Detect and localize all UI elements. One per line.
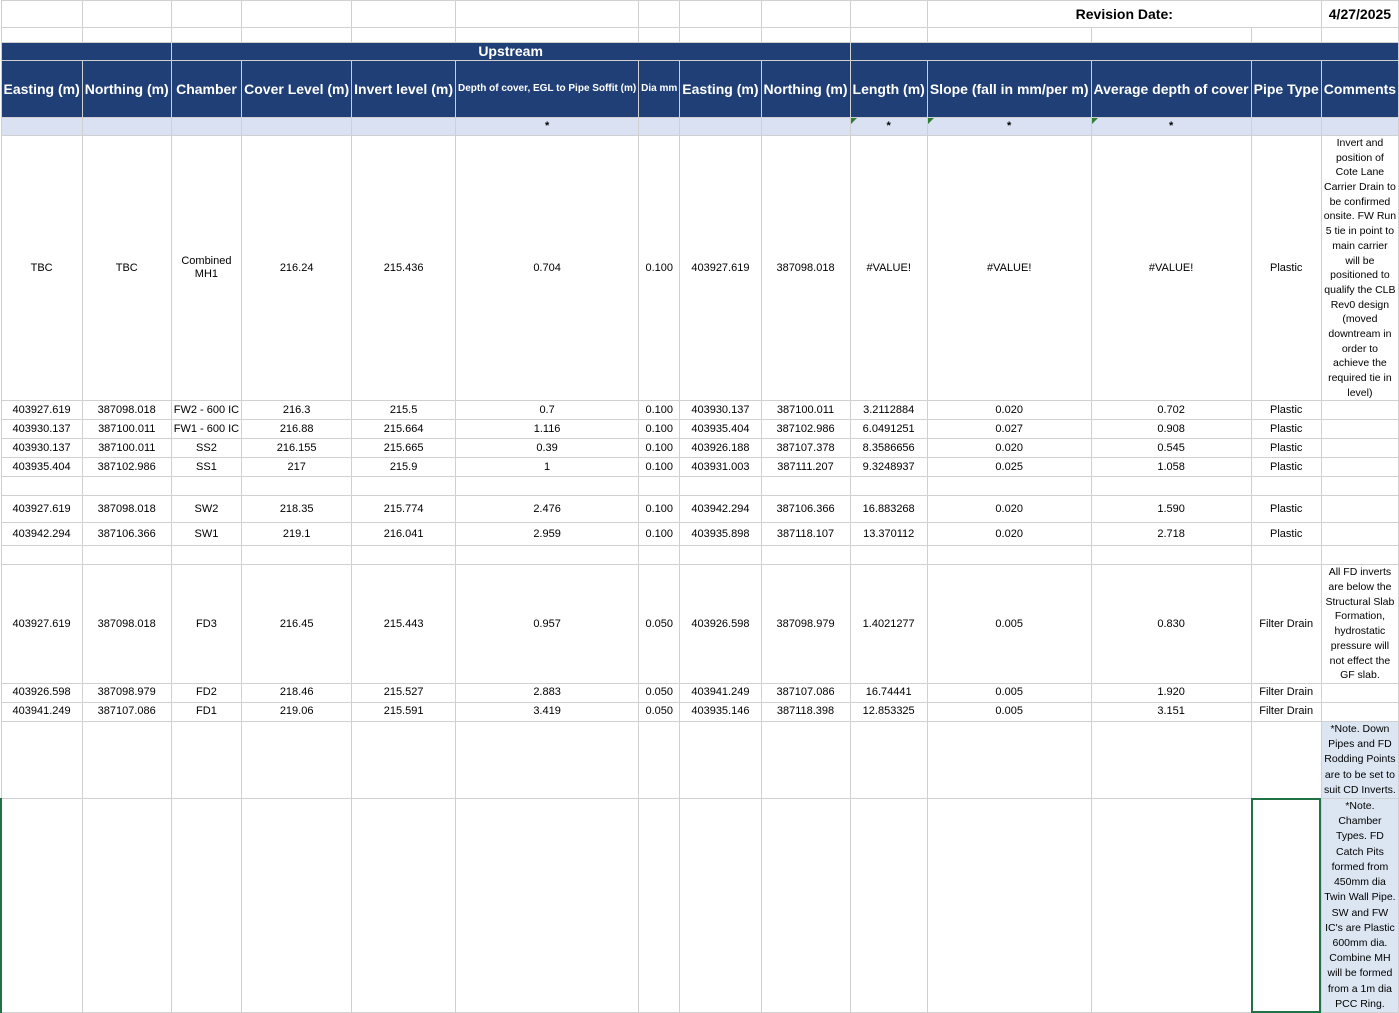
- table-row: [1, 401, 1399, 420]
- cell-length[interactable]: 8.3586656: [850, 439, 927, 458]
- cell-depth[interactable]: 3.419: [456, 702, 639, 721]
- cell-ds-easting[interactable]: 403931.003: [680, 458, 761, 477]
- cell-invert-level[interactable]: 215.591: [352, 702, 456, 721]
- cell-pipe-type[interactable]: Filter Drain: [1251, 565, 1321, 684]
- cell-depth[interactable]: 1: [456, 458, 639, 477]
- cell-cover-level[interactable]: 216.24: [242, 136, 352, 401]
- cell[interactable]: [1, 721, 82, 798]
- marker-cell[interactable]: [1091, 118, 1251, 136]
- cell-comment[interactable]: [1321, 702, 1398, 721]
- cell[interactable]: [1251, 546, 1321, 565]
- cell-chamber[interactable]: SS2: [171, 439, 241, 458]
- cell[interactable]: [82, 798, 171, 1012]
- header-blank[interactable]: [850, 43, 1399, 61]
- cell-invert-level[interactable]: 215.527: [352, 683, 456, 702]
- cell[interactable]: [171, 477, 241, 496]
- cell-invert-level[interactable]: 215.443: [352, 565, 456, 684]
- table-row: [1, 496, 1399, 523]
- cell-easting[interactable]: 403927.619: [1, 401, 82, 420]
- col-header-easting[interactable]: Easting (m): [1, 61, 82, 118]
- col-header-slope[interactable]: Slope (fall in mm/per m): [927, 61, 1091, 118]
- cell[interactable]: [680, 28, 761, 43]
- cell-chamber[interactable]: SW2: [171, 496, 241, 523]
- marker-cell[interactable]: [242, 118, 352, 136]
- cell-chamber[interactable]: FW1 - 600 IC: [171, 420, 241, 439]
- cell[interactable]: [1, 28, 82, 43]
- cell[interactable]: [1321, 546, 1398, 565]
- cell[interactable]: [352, 28, 456, 43]
- cell-avg-depth[interactable]: 0.908: [1091, 420, 1251, 439]
- cell-length[interactable]: 9.3248937: [850, 458, 927, 477]
- cell-avg-depth[interactable]: 0.545: [1091, 439, 1251, 458]
- comment-indicator-icon: [851, 118, 857, 124]
- note-row: [1, 721, 1399, 798]
- cell-northing[interactable]: TBC: [82, 136, 171, 401]
- header-blank[interactable]: [1, 43, 171, 61]
- cell-cover-level[interactable]: 216.88: [242, 420, 352, 439]
- cell-comment[interactable]: Invert and position of Cote Lane Carrier Drain to be confirmed onsite. FW Run 5 tie in point to main carrier will be positioned to qualify the CLB Rev0 design (moved downtream in order to achieve the required tie in level): [1321, 136, 1398, 401]
- cell[interactable]: [761, 546, 850, 565]
- table-row: [1, 420, 1399, 439]
- cell[interactable]: [639, 1, 680, 28]
- cell-ds-northing[interactable]: 387118.107: [761, 523, 850, 546]
- cell[interactable]: [242, 721, 352, 798]
- cell-dia[interactable]: 0.100: [639, 136, 680, 401]
- cell-dia[interactable]: 0.050: [639, 565, 680, 684]
- cell[interactable]: [1, 546, 82, 565]
- cell[interactable]: [171, 721, 241, 798]
- cell[interactable]: [850, 798, 927, 1012]
- col-header-dia[interactable]: Dia mm: [639, 61, 680, 118]
- cell-slope[interactable]: 0.005: [927, 702, 1091, 721]
- cell[interactable]: [242, 798, 352, 1012]
- cell-avg-depth[interactable]: 1.920: [1091, 683, 1251, 702]
- marker-text: *: [1007, 120, 1012, 133]
- cell-depth[interactable]: 2.476: [456, 496, 639, 523]
- cell[interactable]: [680, 798, 761, 1012]
- cell-depth[interactable]: 0.704: [456, 136, 639, 401]
- comment-indicator-icon: [928, 118, 934, 124]
- cell-length[interactable]: 3.2112884: [850, 401, 927, 420]
- cell[interactable]: [680, 546, 761, 565]
- cell-depth[interactable]: 0.957: [456, 565, 639, 684]
- cell[interactable]: [639, 546, 680, 565]
- col-header-ds-easting[interactable]: Easting (m): [680, 61, 761, 118]
- cell-dia[interactable]: 0.100: [639, 496, 680, 523]
- cell-northing[interactable]: 387098.018: [82, 565, 171, 684]
- upstream-header[interactable]: Upstream: [171, 43, 850, 61]
- col-header-ds-northing[interactable]: Northing (m): [761, 61, 850, 118]
- cell[interactable]: [1251, 721, 1321, 798]
- cell-chamber[interactable]: FD3: [171, 565, 241, 684]
- cell[interactable]: [242, 28, 352, 43]
- note-cell[interactable]: *Note. Chamber Types. FD Catch Pits formed from 450mm dia Twin Wall Pipe. SW and FW IC's are Plastic 600mm dia. Combine MH will be formed from a 1m dia PCC Ring.: [1321, 798, 1398, 1012]
- cell[interactable]: [456, 28, 639, 43]
- cell-pipe-type[interactable]: Plastic: [1251, 420, 1321, 439]
- cell[interactable]: [850, 546, 927, 565]
- cell[interactable]: [1251, 28, 1321, 43]
- marker-cell[interactable]: *: [456, 118, 639, 136]
- cell[interactable]: [171, 798, 241, 1012]
- cell[interactable]: [456, 798, 639, 1012]
- cell-length[interactable]: #VALUE!: [850, 136, 927, 401]
- cell[interactable]: [82, 477, 171, 496]
- cell-northing[interactable]: 387098.018: [82, 496, 171, 523]
- cell-pipe-type[interactable]: Plastic: [1251, 439, 1321, 458]
- cell[interactable]: [456, 477, 639, 496]
- cell[interactable]: [761, 28, 850, 43]
- cell[interactable]: [171, 546, 241, 565]
- cell-avg-depth[interactable]: 2.718: [1091, 523, 1251, 546]
- cell-depth[interactable]: 0.39: [456, 439, 639, 458]
- cell-avg-depth[interactable]: 3.151: [1091, 702, 1251, 721]
- cell[interactable]: [456, 1, 639, 28]
- cell[interactable]: [1091, 546, 1251, 565]
- cell-invert-level[interactable]: 215.774: [352, 496, 456, 523]
- cell-invert-level[interactable]: 215.665: [352, 439, 456, 458]
- cell[interactable]: [680, 477, 761, 496]
- cell-depth[interactable]: 2.959: [456, 523, 639, 546]
- cell-length[interactable]: 12.853325: [850, 702, 927, 721]
- cell-ds-easting[interactable]: 403935.146: [680, 702, 761, 721]
- cell-slope[interactable]: 0.020: [927, 496, 1091, 523]
- marker-cell[interactable]: [927, 118, 1091, 136]
- cell-northing[interactable]: 387106.366: [82, 523, 171, 546]
- cell-easting[interactable]: 403927.619: [1, 496, 82, 523]
- cell[interactable]: [1091, 477, 1251, 496]
- cell-northing[interactable]: 387100.011: [82, 420, 171, 439]
- cell-dia[interactable]: 0.100: [639, 523, 680, 546]
- cell[interactable]: [639, 721, 680, 798]
- cell-ds-easting[interactable]: 403935.898: [680, 523, 761, 546]
- cell-invert-level[interactable]: 215.5: [352, 401, 456, 420]
- cell-easting[interactable]: 403942.294: [1, 523, 82, 546]
- marker-cell[interactable]: [639, 118, 680, 136]
- cell-slope[interactable]: 0.025: [927, 458, 1091, 477]
- cell[interactable]: [352, 721, 456, 798]
- cell[interactable]: [927, 477, 1091, 496]
- cell[interactable]: [352, 477, 456, 496]
- cell[interactable]: [82, 28, 171, 43]
- note-cell[interactable]: *Note. Down Pipes and FD Rodding Points are to be set to suit CD Inverts.: [1321, 721, 1398, 798]
- cell[interactable]: [680, 1, 761, 28]
- col-header-invert-level[interactable]: Invert level (m): [352, 61, 456, 118]
- col-header-length[interactable]: Length (m): [850, 61, 927, 118]
- cell-cover-level[interactable]: 219.06: [242, 702, 352, 721]
- cell-ds-easting[interactable]: 403926.188: [680, 439, 761, 458]
- table-row: [1, 458, 1399, 477]
- col-header-comments[interactable]: Comments: [1321, 61, 1398, 118]
- cell-invert-level[interactable]: 215.9: [352, 458, 456, 477]
- marker-text: *: [1168, 120, 1174, 133]
- cell-chamber[interactable]: FW2 - 600 IC: [171, 401, 241, 420]
- cell-easting[interactable]: 403941.249: [1, 702, 82, 721]
- cell-cover-level[interactable]: 217: [242, 458, 352, 477]
- cell[interactable]: [352, 798, 456, 1012]
- cell-dia[interactable]: 0.100: [639, 439, 680, 458]
- marker-cell[interactable]: [761, 118, 850, 136]
- cell-pipe-type[interactable]: Filter Drain: [1251, 683, 1321, 702]
- cell-northing[interactable]: 387102.986: [82, 458, 171, 477]
- table-row: [1, 565, 1399, 684]
- upstream-header-row: [1, 43, 1399, 61]
- table-row: [1, 439, 1399, 458]
- note-row: [1, 798, 1399, 1012]
- cell-ds-easting[interactable]: 403942.294: [680, 496, 761, 523]
- col-header-chamber[interactable]: Chamber: [171, 61, 241, 118]
- cell-chamber[interactable]: FD2: [171, 683, 241, 702]
- marker-text: *: [886, 120, 891, 133]
- cell-cover-level[interactable]: 219.1: [242, 523, 352, 546]
- cell-slope[interactable]: 0.005: [927, 683, 1091, 702]
- cell-avg-depth[interactable]: #VALUE!: [1091, 136, 1251, 401]
- cell[interactable]: [639, 477, 680, 496]
- cell-easting[interactable]: 403926.598: [1, 683, 82, 702]
- marker-cell[interactable]: [680, 118, 761, 136]
- cell[interactable]: [1, 1, 82, 28]
- cell-depth[interactable]: 0.7: [456, 401, 639, 420]
- cell-chamber[interactable]: SS1: [171, 458, 241, 477]
- cell[interactable]: [761, 1, 850, 28]
- cell[interactable]: [927, 721, 1091, 798]
- cell-slope[interactable]: 0.027: [927, 420, 1091, 439]
- revision-date-label[interactable]: Revision Date:: [927, 1, 1321, 28]
- cell-pipe-type[interactable]: Plastic: [1251, 458, 1321, 477]
- cell[interactable]: [680, 721, 761, 798]
- revision-date-value[interactable]: 4/27/2025: [1321, 1, 1398, 28]
- cell[interactable]: [82, 546, 171, 565]
- cell-length[interactable]: 16.74441: [850, 683, 927, 702]
- cell-northing[interactable]: 387107.086: [82, 702, 171, 721]
- cell-invert-level[interactable]: 215.664: [352, 420, 456, 439]
- cell-easting[interactable]: 403930.137: [1, 420, 82, 439]
- cell[interactable]: [352, 546, 456, 565]
- cell-northing[interactable]: 387098.018: [82, 401, 171, 420]
- cell[interactable]: [1, 798, 82, 1012]
- cell-avg-depth[interactable]: 1.590: [1091, 496, 1251, 523]
- cell[interactable]: [850, 477, 927, 496]
- cell-slope[interactable]: 0.020: [927, 439, 1091, 458]
- cell-pipe-type[interactable]: Plastic: [1251, 523, 1321, 546]
- cell[interactable]: [82, 721, 171, 798]
- cell[interactable]: [761, 721, 850, 798]
- cell-ds-northing[interactable]: 387098.018: [761, 136, 850, 401]
- cell-ds-northing[interactable]: 387100.011: [761, 401, 850, 420]
- cell-northing[interactable]: 387100.011: [82, 439, 171, 458]
- cell-easting[interactable]: 403927.619: [1, 565, 82, 684]
- table-row: [1, 136, 1399, 401]
- cell-ds-easting[interactable]: 403941.249: [680, 683, 761, 702]
- cell-comment[interactable]: [1321, 496, 1398, 523]
- cell-dia[interactable]: 0.050: [639, 702, 680, 721]
- col-header-depth-of-cover[interactable]: Depth of cover, EGL to Pipe Soffit (m): [456, 61, 639, 118]
- cell-pipe-type[interactable]: Plastic: [1251, 136, 1321, 401]
- cell-slope[interactable]: #VALUE!: [927, 136, 1091, 401]
- cell-ds-easting[interactable]: 403930.137: [680, 401, 761, 420]
- cell[interactable]: [639, 798, 680, 1012]
- revision-row: [1, 1, 1399, 28]
- cell[interactable]: [761, 477, 850, 496]
- marker-cell[interactable]: [1321, 118, 1398, 136]
- marker-cell[interactable]: [82, 118, 171, 136]
- cell-chamber[interactable]: FD1: [171, 702, 241, 721]
- cell[interactable]: [456, 546, 639, 565]
- marker-cell[interactable]: [171, 118, 241, 136]
- cell-cover-level[interactable]: 218.46: [242, 683, 352, 702]
- cell-comment[interactable]: [1321, 458, 1398, 477]
- table-row: [1, 702, 1399, 721]
- cell-pipe-type[interactable]: Filter Drain: [1251, 702, 1321, 721]
- cell-depth[interactable]: 1.116: [456, 420, 639, 439]
- cell[interactable]: [242, 1, 352, 28]
- cell-cover-level[interactable]: 216.155: [242, 439, 352, 458]
- cell-chamber[interactable]: Combined MH1: [171, 136, 241, 401]
- cell[interactable]: [242, 546, 352, 565]
- cell[interactable]: [242, 477, 352, 496]
- cell[interactable]: [1091, 721, 1251, 798]
- cell-cover-level[interactable]: 218.35: [242, 496, 352, 523]
- cell-comment[interactable]: All FD inverts are below the Structural Slab Formation, hydrostatic pressure will not effect the GF slab.: [1321, 565, 1398, 684]
- cell-comment[interactable]: [1321, 683, 1398, 702]
- col-header-cover-level[interactable]: Cover Level (m): [242, 61, 352, 118]
- cell-dia[interactable]: 0.050: [639, 683, 680, 702]
- table-row: [1, 523, 1399, 546]
- marker-cell[interactable]: [352, 118, 456, 136]
- cell-length[interactable]: 1.4021277: [850, 565, 927, 684]
- cell-dia[interactable]: 0.100: [639, 458, 680, 477]
- cell-comment[interactable]: [1321, 401, 1398, 420]
- cell[interactable]: [1321, 28, 1398, 43]
- cell-easting[interactable]: TBC: [1, 136, 82, 401]
- cell-comment[interactable]: [1321, 420, 1398, 439]
- cell-invert-level[interactable]: 215.436: [352, 136, 456, 401]
- cell-easting[interactable]: 403930.137: [1, 439, 82, 458]
- cell[interactable]: [1091, 798, 1251, 1012]
- cell-ds-easting[interactable]: 403927.619: [680, 136, 761, 401]
- cell-ds-northing[interactable]: 387102.986: [761, 420, 850, 439]
- cell[interactable]: [82, 1, 171, 28]
- cell[interactable]: [171, 28, 241, 43]
- cell[interactable]: [761, 798, 850, 1012]
- cell-ds-northing[interactable]: 387111.207: [761, 458, 850, 477]
- selected-cell[interactable]: [1251, 798, 1321, 1012]
- cell[interactable]: [1, 477, 82, 496]
- comment-indicator-icon: [1092, 118, 1098, 124]
- cell-length[interactable]: 6.0491251: [850, 420, 927, 439]
- cell-dia[interactable]: 0.100: [639, 401, 680, 420]
- cell[interactable]: [352, 1, 456, 28]
- cell-length[interactable]: 13.370112: [850, 523, 927, 546]
- cell-length[interactable]: 16.883268: [850, 496, 927, 523]
- cell[interactable]: [927, 798, 1091, 1012]
- cell[interactable]: [171, 1, 241, 28]
- col-header-northing[interactable]: Northing (m): [82, 61, 171, 118]
- cell-cover-level[interactable]: 216.45: [242, 565, 352, 684]
- cell[interactable]: [927, 28, 1091, 43]
- cell-chamber[interactable]: SW1: [171, 523, 241, 546]
- table-row: [1, 683, 1399, 702]
- cell[interactable]: [456, 721, 639, 798]
- cell[interactable]: [927, 546, 1091, 565]
- col-header-pipe-type[interactable]: Pipe Type: [1251, 61, 1321, 118]
- cell[interactable]: [850, 721, 927, 798]
- cell-avg-depth[interactable]: 1.058: [1091, 458, 1251, 477]
- cell-ds-northing[interactable]: 387098.979: [761, 565, 850, 684]
- spacer-row: [1, 546, 1399, 565]
- cell-ds-northing[interactable]: 387118.398: [761, 702, 850, 721]
- cell-ds-northing[interactable]: 387107.086: [761, 683, 850, 702]
- cell-ds-northing[interactable]: 387107.378: [761, 439, 850, 458]
- cell-easting[interactable]: 403935.404: [1, 458, 82, 477]
- cell[interactable]: [850, 28, 927, 43]
- cell-ds-northing[interactable]: 387106.366: [761, 496, 850, 523]
- column-header-row: [1, 61, 1399, 118]
- spacer-row: [1, 477, 1399, 496]
- cell[interactable]: [1321, 477, 1398, 496]
- marker-row: [1, 118, 1399, 136]
- cell-comment[interactable]: [1321, 523, 1398, 546]
- col-header-avg-depth[interactable]: Average depth of cover: [1091, 61, 1251, 118]
- cell-invert-level[interactable]: 216.041: [352, 523, 456, 546]
- marker-cell[interactable]: [850, 118, 927, 136]
- cell-ds-easting[interactable]: 403926.598: [680, 565, 761, 684]
- cell-avg-depth[interactable]: 0.702: [1091, 401, 1251, 420]
- marker-cell[interactable]: [1, 118, 82, 136]
- cell[interactable]: [1091, 28, 1251, 43]
- cell-slope[interactable]: 0.020: [927, 401, 1091, 420]
- cell-comment[interactable]: [1321, 439, 1398, 458]
- cell-pipe-type[interactable]: Plastic: [1251, 496, 1321, 523]
- cell-slope[interactable]: 0.020: [927, 523, 1091, 546]
- marker-cell[interactable]: [1251, 118, 1321, 136]
- cell-depth[interactable]: 2.883: [456, 683, 639, 702]
- cell-ds-easting[interactable]: 403935.404: [680, 420, 761, 439]
- cell[interactable]: [1251, 477, 1321, 496]
- cell-dia[interactable]: 0.100: [639, 420, 680, 439]
- cell-slope[interactable]: 0.005: [927, 565, 1091, 684]
- cell-pipe-type[interactable]: Plastic: [1251, 401, 1321, 420]
- cell-northing[interactable]: 387098.979: [82, 683, 171, 702]
- cell[interactable]: [850, 1, 927, 28]
- cell-avg-depth[interactable]: 0.830: [1091, 565, 1251, 684]
- cell-cover-level[interactable]: 216.3: [242, 401, 352, 420]
- blank-row: [1, 28, 1399, 43]
- cell[interactable]: [639, 28, 680, 43]
